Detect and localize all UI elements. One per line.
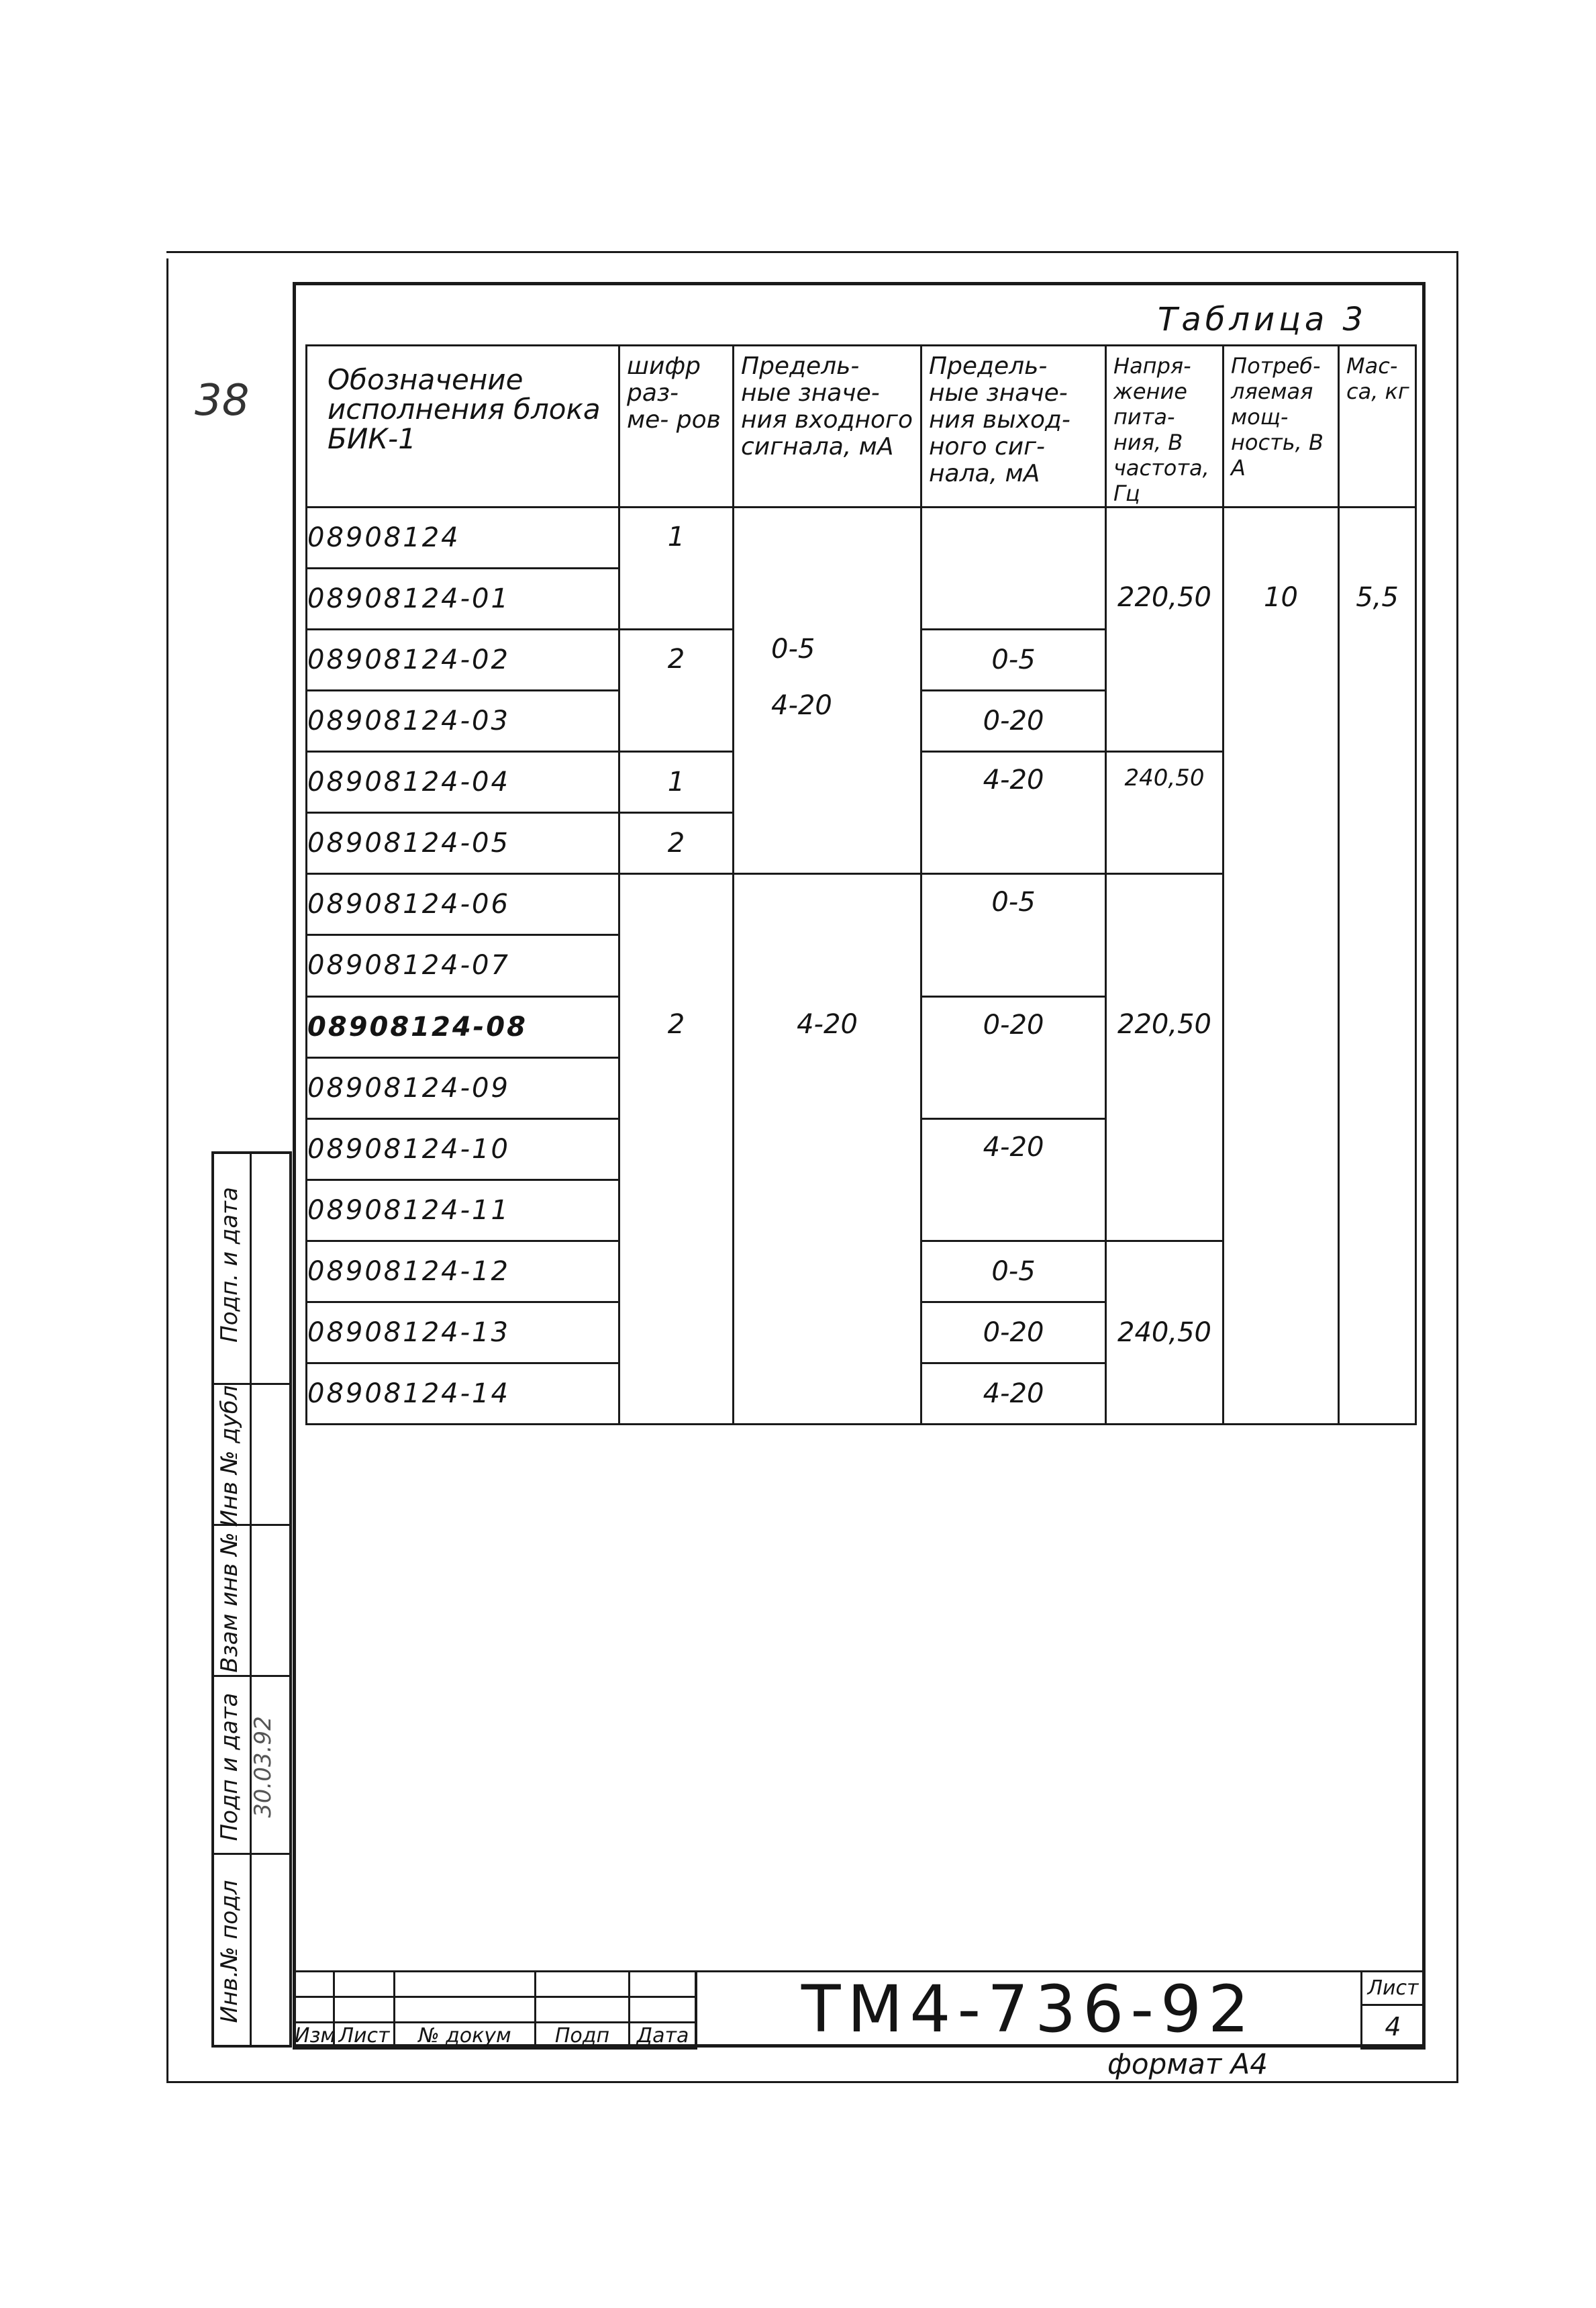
voltage-cell: 240,50 [1106, 1241, 1224, 1424]
input-signal-cell: 4-20 [734, 874, 921, 1425]
size-code-cell: 1 [619, 508, 734, 630]
side-label-sign-date-2: Подп и дата [216, 1692, 243, 1841]
header-size-code: шифр раз- ме- ров [619, 346, 734, 508]
output-signal-cell [921, 508, 1106, 630]
outer-frame-top [166, 251, 1458, 253]
power-cell: 10 [1224, 508, 1339, 1425]
output-signal-cell: 0-20 [921, 1302, 1106, 1363]
code-cell: 08908124-03 [307, 691, 619, 752]
sheet-number: 4 [1362, 2005, 1425, 2049]
header-designation: Обозначение исполнения блока БИК-1 [307, 346, 619, 508]
size-code-cell: 2 [619, 630, 734, 752]
output-signal-cell: 0-20 [921, 996, 1106, 1118]
header-voltage: Напря- жение пита- ния, В частота, Гц [1106, 346, 1224, 508]
code-cell: 08908124-02 [307, 630, 619, 691]
col-data-label: Дата [630, 2023, 697, 2049]
header-input-signal: Предель- ные значе- ния входного сигнала, мА [734, 346, 921, 508]
code-cell: 08908124-09 [307, 1057, 619, 1118]
output-signal-cell: 0-5 [921, 630, 1106, 691]
table-row [307, 508, 1416, 569]
col-list-label: Лист [334, 2023, 395, 2049]
code-cell: 08908124-10 [307, 1118, 619, 1180]
outer-frame-right [1456, 251, 1458, 2082]
size-code-cell: 2 [619, 813, 734, 874]
side-label-orig-inv: Инв.№ подл [216, 1880, 243, 2023]
table-caption: Таблица 3 [1158, 301, 1368, 338]
specification-table [305, 344, 1417, 1425]
code-cell: 08908124-14 [307, 1363, 619, 1424]
outer-frame-left [166, 258, 168, 2083]
code-cell: 08908124 [307, 508, 619, 569]
code-cell: 08908124-13 [307, 1302, 619, 1363]
document-number: ТМ4-736-92 [695, 1970, 1362, 2048]
voltage-cell: 240,50 [1106, 752, 1224, 874]
code-cell: 08908124-07 [307, 935, 619, 996]
code-cell: 08908124-04 [307, 752, 619, 813]
table-header-row [307, 346, 1416, 508]
header-mass: Мас- са, кг [1339, 346, 1416, 508]
code-cell: 08908124-01 [307, 569, 619, 630]
handwritten-date: 30.03.92 [250, 1716, 277, 1818]
sheet-box [1360, 1970, 1426, 2050]
code-cell: 08908124-08 [307, 996, 619, 1057]
format-label: формат А4 [1107, 2048, 1268, 2080]
code-cell: 08908124-06 [307, 874, 619, 935]
col-ndoc-label: № докум [395, 2023, 536, 2049]
voltage-cell: 220,50 [1106, 508, 1224, 752]
side-label-dup-inv: Инв № дубл [216, 1385, 243, 1527]
revision-stamp [293, 1970, 697, 2050]
output-signal-cell: 0-20 [921, 691, 1106, 752]
outer-frame-bottom [166, 2081, 1458, 2083]
size-code-cell: 2 [619, 874, 734, 1425]
output-signal-cell: 4-20 [921, 1118, 1106, 1241]
voltage-cell: 220,50 [1106, 874, 1224, 1241]
output-signal-cell: 4-20 [921, 1363, 1106, 1424]
header-power: Потреб- ляемая мощ- ность, В А [1224, 346, 1339, 508]
code-cell: 08908124-12 [307, 1241, 619, 1302]
output-signal-cell: 4-20 [921, 752, 1106, 874]
side-label-repl-inv: Взам инв № [216, 1532, 243, 1673]
input-signal-cell: 0-5 4-20 [734, 508, 921, 874]
output-signal-cell: 0-5 [921, 874, 1106, 996]
side-stamp-divider [250, 1151, 252, 2048]
mass-cell: 5,5 [1339, 508, 1416, 1425]
sheet-label: Лист [1362, 1972, 1425, 2005]
side-label-sign-date: Подп. и дата [216, 1187, 243, 1343]
size-code-cell: 1 [619, 752, 734, 813]
code-cell: 08908124-11 [307, 1180, 619, 1241]
output-signal-cell: 0-5 [921, 1241, 1106, 1302]
code-cell: 08908124-05 [307, 813, 619, 874]
header-output-signal: Предель- ные значе- ния выход- ного сиг- нала, мА [921, 346, 1106, 508]
corner-page-number: 38 [195, 376, 250, 426]
col-izm-label: Изм [295, 2023, 336, 2048]
col-podp-label: Подп [536, 2023, 630, 2049]
